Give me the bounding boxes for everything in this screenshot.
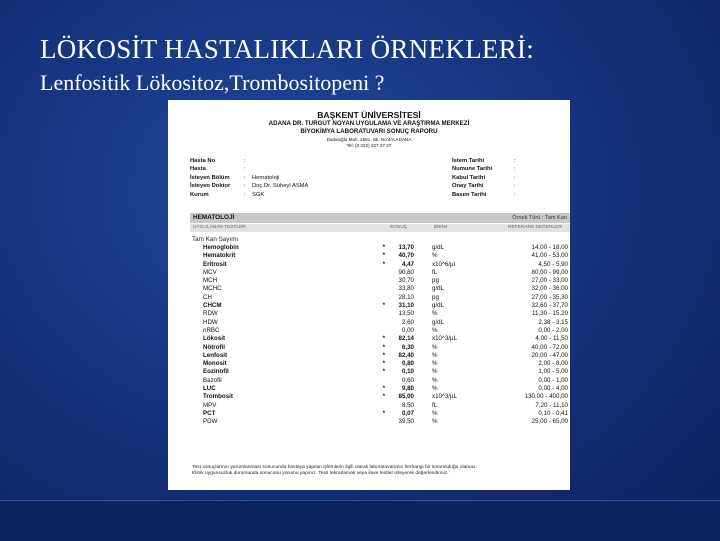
patient-info-separator: : <box>244 183 246 190</box>
slide-bottom-bar <box>0 500 720 541</box>
footer-line-2: Klinik uygunsuzluk durumunda sonucunu yorumu yapınız. Testi tekrarlamak veya ilave testler isteyerek değerlendiriniz. <box>192 471 449 477</box>
reference-range: 80,00 - 99,00 <box>531 268 568 276</box>
patient-info-row <box>452 157 522 165</box>
test-result: 31,10 <box>398 302 414 310</box>
patient-info-separator: : <box>514 183 516 190</box>
table-row <box>190 302 570 310</box>
reference-range: 41,00 - 53,00 <box>531 252 568 260</box>
test-unit: x10^6/µl <box>432 260 455 268</box>
test-unit: % <box>432 409 438 417</box>
patient-info-right <box>452 157 522 199</box>
test-unit: % <box>432 368 438 376</box>
test-result: 30,70 <box>398 277 414 285</box>
test-name: Monosit <box>203 360 227 368</box>
abnormal-flag: * <box>382 393 385 401</box>
table-row <box>190 393 570 401</box>
table-row <box>190 385 570 393</box>
sample-type: Örnek Türü : Tam Kan <box>512 215 567 221</box>
patient-info-row <box>452 174 522 182</box>
report-header <box>168 100 570 149</box>
patient-info-label: Kabul Tarihi <box>452 174 486 181</box>
test-result: 0,80 <box>401 360 414 368</box>
reference-range: 1,00 - 5,00 <box>538 368 568 376</box>
test-name: Lenfosit <box>203 351 228 359</box>
table-row <box>190 252 570 260</box>
reference-range: 11,30 - 15,20 <box>531 310 568 318</box>
test-unit: % <box>432 385 438 393</box>
table-row <box>190 277 570 285</box>
test-name: MCV <box>203 268 217 276</box>
column-header-test: UYGULANAN TESTLER <box>193 225 246 230</box>
patient-info-label: İstem Tarihi <box>452 158 485 164</box>
test-unit: g/dL <box>432 318 445 326</box>
reference-range: 4,00 - 11,50 <box>535 335 568 343</box>
test-result: 13,50 <box>398 310 414 318</box>
table-row <box>190 344 570 352</box>
report-header-lab: BİYOKİMYA LABORATUVARI SONUÇ RAPORU <box>300 128 438 136</box>
abnormal-flag: * <box>382 368 385 376</box>
table-row <box>190 310 570 318</box>
patient-info-separator: : <box>514 158 516 164</box>
test-result: 4,47 <box>401 260 414 268</box>
reference-range: 14,00 - 18,00 <box>531 244 568 251</box>
reference-range: 27,00 - 35,30 <box>531 293 568 301</box>
patient-info-row <box>452 165 522 173</box>
table-row <box>190 327 570 335</box>
patient-info-label: Numune Tarihi <box>452 166 493 173</box>
patient-info-separator: : <box>244 166 246 173</box>
patient-info-label: Hasta <box>190 166 206 173</box>
test-unit: x10^3/µL <box>432 335 458 343</box>
abnormal-flag: * <box>382 343 385 351</box>
test-name: MCHC <box>203 285 222 293</box>
report-header-university: BAŞKENT ÜNİVERSİTESİ <box>317 110 421 120</box>
test-name: MCH <box>203 277 218 285</box>
abnormal-flag: * <box>382 302 385 310</box>
patient-info-row <box>190 174 308 182</box>
reference-range: 130,00 - 400,00 <box>524 393 568 401</box>
test-result: 85,00 <box>398 393 414 401</box>
table-row <box>190 319 570 327</box>
abnormal-flag: * <box>382 260 385 268</box>
table-row <box>190 418 570 426</box>
patient-info-label: Kurum <box>190 191 209 198</box>
table-row <box>190 377 570 385</box>
patient-info-row <box>452 191 522 199</box>
reference-range: 40,00 - 72,00 <box>531 343 568 351</box>
reference-range: 2,00 - 8,00 <box>538 360 568 368</box>
table-row <box>190 285 570 293</box>
test-unit: pg <box>432 277 439 285</box>
test-result: 6,30 <box>401 343 414 351</box>
results-table <box>190 244 570 427</box>
abnormal-flag: * <box>382 244 385 251</box>
test-result: 0,00 <box>401 326 414 334</box>
patient-info-value: Hematoloji <box>252 174 280 181</box>
test-name: MPV <box>203 401 217 409</box>
test-unit: % <box>432 326 438 334</box>
test-name: HDW <box>203 318 218 326</box>
footer-line-1: Test sonuçlarının yorumlanması sonucunda hastaya yapılan işlemlerin ilgili olarak laboratuvarımız herhangi bir sorumluluğu olamaz. <box>192 465 477 470</box>
report-footer <box>192 465 564 477</box>
patient-info-row <box>190 165 308 173</box>
test-name: CHCM <box>203 302 222 310</box>
patient-info-separator: : <box>514 174 516 181</box>
patient-info-label: Basım Tarihi <box>452 191 487 198</box>
lab-report-image <box>168 100 570 490</box>
test-unit: g/dL <box>432 285 445 293</box>
test-result: 82,14 <box>398 335 414 343</box>
reference-range: 0,10 - 0,41 <box>538 409 568 417</box>
test-name: LUC <box>203 385 216 393</box>
patient-info-value: Doç.Dr. Süheyl ASMA <box>252 183 309 190</box>
patient-info-left <box>190 157 308 199</box>
test-result: 82,40 <box>398 351 414 359</box>
patient-info-row <box>190 191 308 199</box>
abnormal-flag: * <box>382 252 385 260</box>
section-title: HEMATOLOJİ <box>193 214 235 221</box>
patient-info-label: Hasta No <box>190 158 216 164</box>
patient-info-separator: : <box>244 174 246 181</box>
abnormal-flag: * <box>382 351 385 359</box>
test-unit: % <box>432 310 438 318</box>
slide-title: LÖKOSİT HASTALIKLARI ÖRNEKLERİ: <box>40 34 535 64</box>
test-unit: g/dL <box>432 302 445 310</box>
patient-info-row <box>452 182 522 190</box>
test-result: 28,10 <box>398 293 414 301</box>
column-header-unit: BİRİM <box>434 225 448 230</box>
patient-info-row <box>190 157 308 165</box>
test-name: CH <box>203 293 212 301</box>
test-name: Nötrofil <box>203 343 225 351</box>
reference-range: 0,00 - 2,00 <box>538 326 568 334</box>
table-row <box>190 410 570 418</box>
reference-range: 0,00 - 4,00 <box>538 385 568 393</box>
test-name: Eritrosit <box>203 260 227 268</box>
reference-range: 4,50 - 5,90 <box>538 260 568 268</box>
test-name: Hemoglobin <box>203 244 239 251</box>
test-result: 2,60 <box>401 318 414 326</box>
reference-range: 32,60 - 37,70 <box>531 302 568 310</box>
reference-range: 20,00 - 47,00 <box>531 351 568 359</box>
table-row <box>190 402 570 410</box>
patient-info-label: Onay Tarihi <box>452 183 484 190</box>
reference-range: 32,00 - 36,00 <box>531 285 568 293</box>
abnormal-flag: * <box>382 360 385 368</box>
reference-range: 27,00 - 33,00 <box>531 277 568 285</box>
table-row <box>190 335 570 343</box>
patient-info-value: SGK <box>252 191 265 198</box>
test-name: Hematokrit <box>203 252 236 260</box>
report-header-center: ADANA DR. TURGUT NOYAN UYGULAMA VE ARAŞTIRMA MERKEZİ <box>268 119 470 127</box>
patient-info-label: İsteyen Bölüm <box>190 174 230 181</box>
test-result: 33,80 <box>398 285 414 293</box>
test-name: Trombosit <box>203 393 233 401</box>
reference-range: 7,20 - 11,10 <box>535 401 568 409</box>
test-result: 39,50 <box>398 418 414 426</box>
report-header-address: Dadaloğlu Mah. 2591. Sk. No:4/A ADANA <box>326 136 412 142</box>
section-bar <box>190 213 570 223</box>
test-unit: % <box>432 418 438 426</box>
test-unit: pg <box>432 293 439 301</box>
test-unit: fL <box>432 401 438 409</box>
table-row <box>190 261 570 269</box>
column-header-result: SONUÇ <box>390 225 408 230</box>
test-unit: g/dL <box>432 244 445 251</box>
test-unit: % <box>432 351 438 359</box>
table-row <box>190 244 570 252</box>
reference-range: 25,00 - 65,00 <box>531 418 568 426</box>
patient-info-row <box>190 182 308 190</box>
test-name: Bazofil <box>203 376 222 384</box>
test-result: 13,70 <box>398 244 414 251</box>
table-row <box>190 269 570 277</box>
report-header-phone: Tel: (0 322) 327 27 27 <box>346 142 392 148</box>
test-name: Lökosit <box>203 335 226 343</box>
column-headers <box>190 224 570 232</box>
test-result: 9,80 <box>401 385 414 393</box>
test-unit: % <box>432 252 438 260</box>
reference-range: 2,38 - 3,15 <box>538 318 568 326</box>
test-result: 0,07 <box>401 409 414 417</box>
test-result: 40,70 <box>398 252 414 260</box>
test-unit: % <box>432 376 438 384</box>
test-result: 0,10 <box>401 368 414 376</box>
slide-subtitle: Lenfositik Lökositoz,Trombositopeni ? <box>40 70 385 95</box>
patient-info-separator: : <box>244 158 246 164</box>
patient-info-separator: : <box>514 166 516 173</box>
test-result: 8,50 <box>401 401 414 409</box>
patient-info-separator: : <box>244 191 246 198</box>
test-name: nRBC <box>203 326 220 334</box>
test-name: Eozinofil <box>203 368 229 376</box>
test-unit: % <box>432 343 438 351</box>
abnormal-flag: * <box>382 409 385 417</box>
table-row <box>190 360 570 368</box>
test-name: PDW <box>203 418 218 426</box>
abnormal-flag: * <box>382 335 385 343</box>
test-name: PCT <box>203 409 216 417</box>
test-name: RDW <box>203 310 218 318</box>
test-unit: % <box>432 360 438 368</box>
patient-info-separator: : <box>514 191 516 198</box>
group-label: Tam Kan Sayımı <box>192 236 239 243</box>
test-unit: x10^3/µL <box>432 393 458 401</box>
reference-range: 0,00 - 1,00 <box>538 376 568 384</box>
abnormal-flag: * <box>382 385 385 393</box>
test-result: 0,60 <box>401 376 414 384</box>
table-row <box>190 352 570 360</box>
table-row <box>190 294 570 302</box>
test-result: 90,80 <box>398 268 414 276</box>
patient-info-label: İsteyen Doktor <box>190 183 231 190</box>
column-header-reference: REFERANS DEĞERLER <box>508 225 562 230</box>
test-unit: fL <box>432 268 438 276</box>
table-row <box>190 368 570 376</box>
